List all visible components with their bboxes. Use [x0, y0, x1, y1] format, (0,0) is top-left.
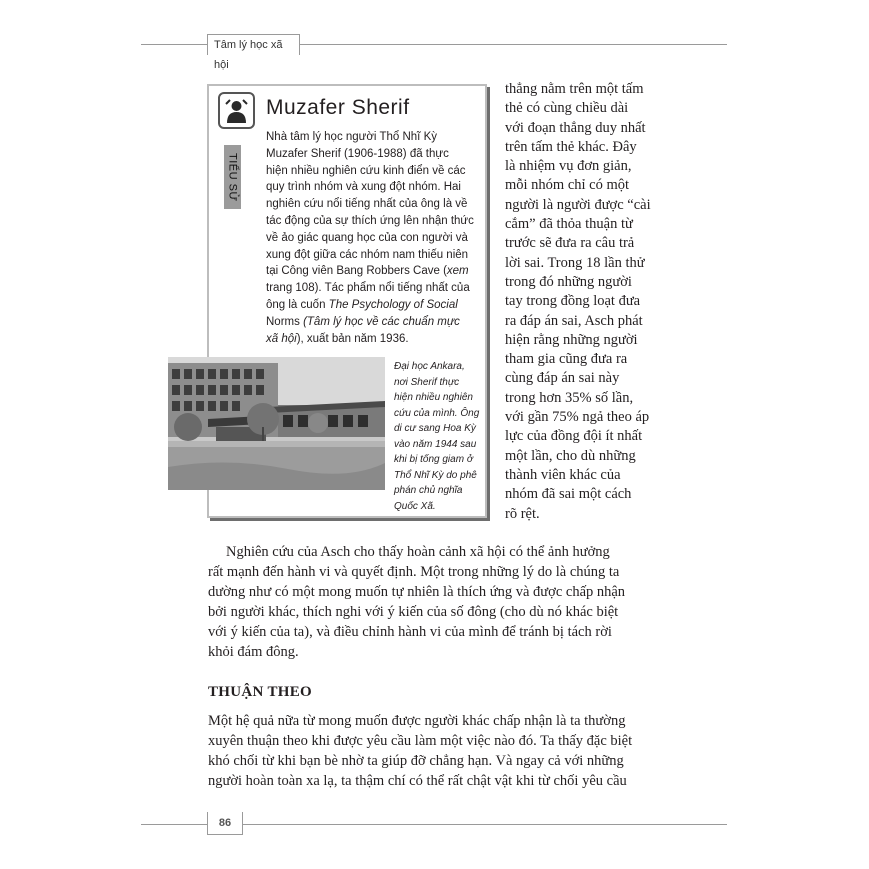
text-line: với đoạn thẳng duy nhất [505, 119, 646, 136]
text-line: cùng đáp án sai này [505, 370, 620, 387]
bio-line: Nhà tâm lý học người Thổ Nhĩ Kỳ [266, 131, 437, 143]
running-header: Tâm lý học xã hội [207, 34, 300, 55]
bio-line: tác động của sự thích ứng lên nhận thức [266, 214, 474, 227]
text-line: xuyên thuận theo khi được yêu cầu làm một việc nào đó. Ta thấy đặc biệt [208, 733, 633, 749]
text-line: nhóm đã sai một cách [505, 486, 632, 503]
caption-line: hiện nhiều nghiên [394, 392, 473, 403]
caption-line: Quốc Xã. [394, 500, 436, 512]
header-rule-right [300, 44, 727, 45]
text-line: trong hơn 35% số lần, [505, 389, 634, 406]
text-line: là nhiệm vụ đơn giản, [505, 158, 632, 175]
bio-line: Muzafer Sherif (1906-1988) đã thực [266, 147, 449, 160]
text-line: hiện rằng những người [505, 331, 638, 348]
text-line: ra đáp án sai, Asch phát [505, 312, 643, 329]
caption-line: cứu của mình. Ông [394, 407, 480, 419]
bio-line: Norms (Tâm lý học về các chuẩn mực [266, 315, 460, 328]
footer-rule-right [241, 824, 727, 825]
bio-line: quy trình nhóm và xung đột nhóm. Hai [266, 181, 461, 194]
bio-line: tại Công viên Bang Robbers Cave (xem [266, 265, 469, 278]
text-line: người là người được “cài [505, 196, 651, 213]
text-line: rất mạnh đến hành vi và quyết định. Một trong những lý do là chúng ta [208, 564, 620, 580]
text-line: cắm” đã thỏa thuận từ [505, 216, 633, 233]
body-paragraph-1 [208, 542, 658, 662]
text-line: một lần, cho dù những [505, 447, 636, 464]
text-line: thành viên khác của [505, 466, 621, 483]
page-number: 86 [207, 812, 243, 835]
text-line: trên tấm thẻ khác. Đây [505, 138, 637, 155]
text-line: khỏi đám đông. [208, 644, 299, 660]
text-line: rõ rệt. [505, 505, 540, 522]
text-line: với ý kiến của ta), và điều chỉnh hành vi của mình để tránh bị tách rời [208, 624, 612, 640]
text-line: tham gia cũng đưa ra [505, 351, 628, 368]
caption-line: khi bị tống giam ở [394, 454, 473, 465]
photo-caption [394, 359, 484, 514]
caption-line: di cư sang Hoa Kỳ [394, 423, 476, 434]
text-line: thẻ có cùng chiều dài [505, 100, 629, 117]
text-line: khó chối từ khi bạn bè nhờ ta giúp đỡ chẳng hạn. Và ngay cả với những [208, 753, 624, 769]
caption-line: nơi Sherif thực [394, 376, 460, 388]
text-line: mỗi nhóm chỉ có một [505, 177, 630, 194]
text-line: Một hệ quả nữa từ mong muốn được người khác chấp nhận là ta thường [208, 713, 626, 729]
text-line: thẳng nằm trên một tấm [505, 81, 644, 97]
header-rule-left [141, 44, 207, 45]
bio-line: về ảo giác quang học của con người và [266, 231, 468, 244]
person-icon [218, 92, 255, 129]
bio-line: trang 108). Tác phẩm nổi tiếng nhất của [266, 282, 470, 295]
text-line: Nghiên cứu của Asch cho thấy hoàn cảnh xã hội có thể ảnh hưởng [226, 544, 610, 560]
text-line: trong đó những người [505, 273, 632, 290]
bio-line: hiện nhiều nghiên cứu kinh điển về các [266, 164, 466, 177]
ankara-university-photo [168, 357, 385, 490]
biography-tag: TIỂU SỬ [224, 145, 241, 209]
section-heading: THUẬN THEO [208, 684, 312, 700]
text-line: người hoàn toàn xa lạ, ta thậm chí có thể rất chật vật khi từ chối yêu cầu [208, 773, 627, 789]
text-line: tay trong đồng loạt đưa [505, 293, 641, 310]
text-line: với gần 75% ngả theo áp [505, 409, 650, 426]
biography-text [266, 129, 483, 347]
right-column-text [505, 80, 665, 524]
bio-line: nghiên cứu nổi tiếng nhất của ông là về [266, 198, 468, 211]
caption-line: vào năm 1944 sau [394, 438, 477, 450]
text-line: lực của đồng đội ít nhất [505, 428, 643, 445]
caption-line: Đại học Ankara, [394, 361, 465, 372]
caption-line: phán chủ nghĩa [394, 485, 463, 496]
caption-line: Thổ Nhĩ Kỳ do phê [394, 469, 477, 481]
text-line: bởi người khác, thích nghi với ý kiến của số đông (cho dù nó khác biệt [208, 604, 619, 620]
bio-line: xã hội), xuất bản năm 1936. [266, 332, 409, 345]
footer-rule-left [141, 824, 207, 825]
text-line: trước sẽ đưa ra câu trả [505, 235, 635, 252]
body-paragraph-2 [208, 711, 658, 791]
text-line: lời sai. Trong 18 lần thử [505, 254, 645, 271]
bio-line: xung đột giữa các nhóm nam thiếu niên [266, 248, 469, 261]
text-line: dường như có một mong muốn tự nhiên là thích ứng và được chấp nhận [208, 584, 626, 600]
bio-line: ông là cuốn The Psychology of Social [266, 298, 458, 311]
biography-name: Muzafer Sherif [266, 96, 410, 119]
